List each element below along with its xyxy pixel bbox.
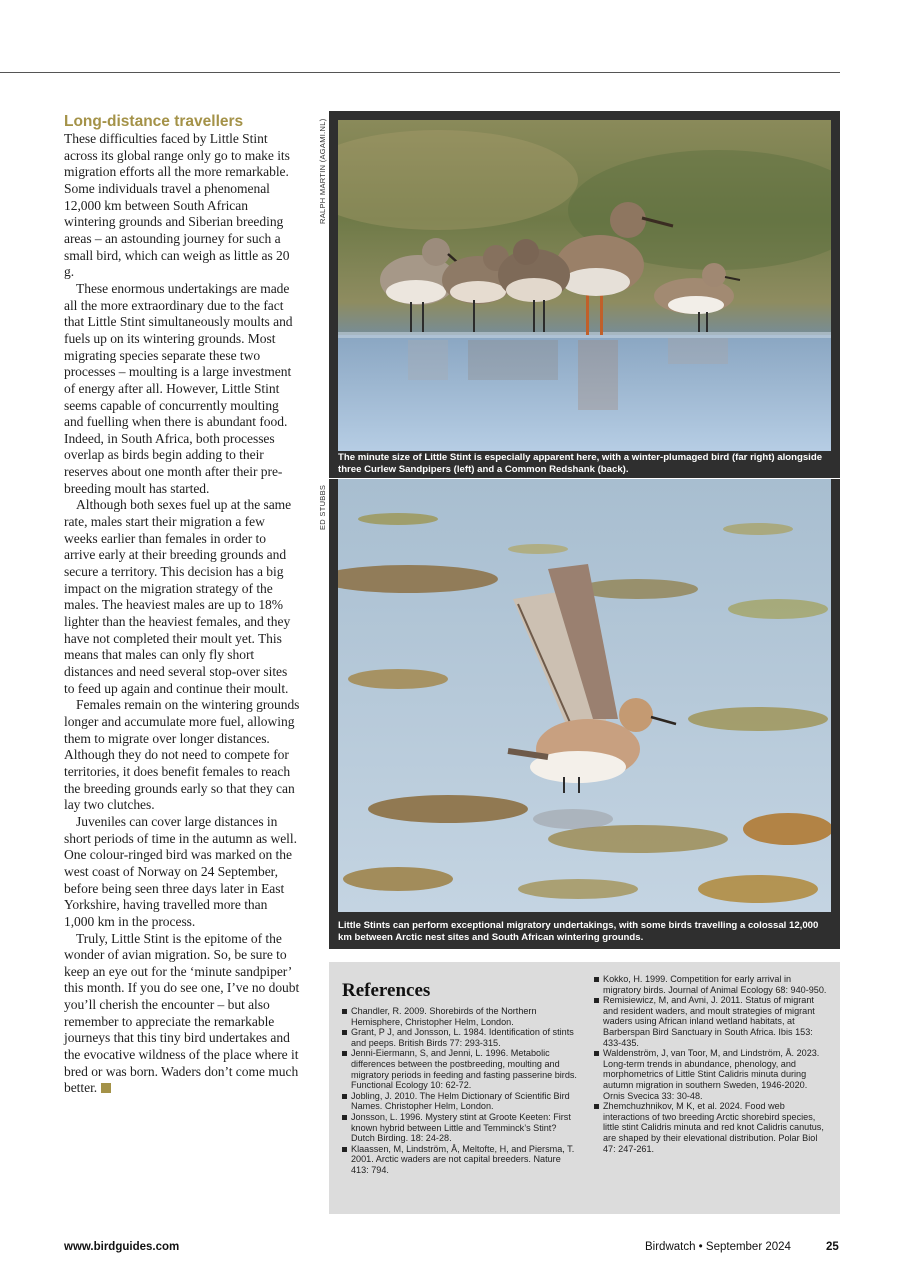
reference-item: Jonsson, L. 1996. Mystery stint at Groote Keeten: First known hybrid between Little and Temminck’s Stint? Dutch Birding. 18: 24-28. <box>342 1112 578 1144</box>
photo-panel-shorebirds <box>329 111 840 478</box>
photo-caption: The minute size of Little Stint is especially apparent here, with a winter-plumaged bird (far right) alongside three Curlew Sandpipers (left) and a Common Redshank (back). <box>338 452 823 475</box>
article-column <box>64 113 300 1097</box>
reference-item: Remisiewicz, M, and Avni, J. 2011. Status of migrant and resident waders, and moult strategies of migrant waders using African inland wetland habitats, at Barberspan Bird Sanctuary in South Africa. Ibis 153: 433-435. <box>594 995 830 1048</box>
photo-caption: Little Stints can perform exceptional migratory undertakings, with some birds travelling a colossal 12,000 km between Arctic nest sites and South African wintering grounds. <box>338 920 819 943</box>
article-paragraph: Juveniles can cover large distances in short periods of time in the autumn as well. One colour-ringed bird was marked on the west coast of Norway on 24 September, before being seen three days later in East Yorkshire, having travelled more than 1,000 km in the process. <box>64 813 297 929</box>
page-number: 25 <box>826 1241 839 1253</box>
section-heading: Long-distance travellers <box>64 113 244 130</box>
references-title: References <box>342 980 431 1001</box>
reference-item: Chandler, R. 2009. Shorebirds of the Northern Hemisphere, Christopher Helm, London. <box>342 1006 578 1027</box>
reference-item: Klaassen, M, Lindström, Å, Meltofte, H, and Piersma, T. 2001. Arctic waders are not capital breeders. Nature 413: 794. <box>342 1144 578 1176</box>
footer-website-link[interactable]: www.birdguides.com <box>64 1241 180 1253</box>
photo-credit: ED STUBBS <box>318 484 327 530</box>
reference-item: Grant, P J, and Jonsson, L. 1984. Identification of stints and peeps. British Birds 77: 293-315. <box>342 1027 578 1048</box>
article-paragraph: These difficulties faced by Little Stint across its global range only go to make its migration efforts all the more remarkable. Some individuals travel a phenomenal 12,000 km between South African wintering grounds and Siberian breeding areas – an astounding journey for such a small bird, which can weigh as little as 20 g. <box>64 131 290 280</box>
article-paragraph: Although both sexes fuel up at the same rate, males start their migration a few weeks earlier than females in order to arrive early at their breeding grounds and secure a territory. This decision has a big impact on the migration strategy of the males. The heaviest males are up to 18% lighter than the heaviest females, and they have not completed their moult yet. This means that males can only fly short distances and need several stop-over sites to feed up again and continue their moult. <box>64 497 292 696</box>
photo-credit: RALPH MARTIN (AGAMI.NL) <box>318 118 327 224</box>
article-paragraph-text: Truly, Little Stint is the epitome of the wonder of avian migration. So, be sure to keep an eye out for the ‘minute sandpiper’ this month. If you do see one, I’ve no doubt you’ll cherish the encounter – but also remember to appreciate the remarkable journeys that this tiny bird undertakes and the evocative wildness of the place where it bred or was born. Waders don’t come much better. <box>64 930 300 1096</box>
footer-magazine-issue: Birdwatch • September 2024 <box>645 1241 791 1253</box>
references-column-2 <box>594 974 830 1154</box>
article-paragraph-last <box>64 931 300 1098</box>
references-box <box>329 962 840 1214</box>
reference-item: Jenni-Eiermann, S, and Jenni, L. 1996. Metabolic differences between the postbreeding, moulting and migratory periods in feeding and fasting passerine birds. Functional Ecology 10: 62-72. <box>342 1048 578 1090</box>
reference-item: Jobling, J. 2010. The Helm Dictionary of Scientific Bird Names. Christopher Helm, London. <box>342 1091 578 1112</box>
references-column-1 <box>342 1006 578 1176</box>
shorebirds-photo <box>338 120 831 451</box>
reference-item: Zhemchuzhnikov, M K, et al. 2024. Food web interactions of two breeding Arctic shorebird species, little stint Calidris minuta and red knot Calidris canutus, are shaped by their elevational distribution. Polar Biol 47: 247-261. <box>594 1101 830 1154</box>
photo-panel-little-stint <box>329 479 840 949</box>
article-paragraph: Females remain on the wintering grounds longer and accumulate more fuel, allowing them to migrate over longer distances. Although they do not need to compete for territories, it does benefit females to reach the breeding grounds early so that they can lay two clutches. <box>64 697 300 813</box>
article-paragraph: These enormous undertakings are made all the more extraordinary due to the fact that Little Stint simultaneously moults and fuels up on its wintering grounds. Most migrating species separate these two processes – moulting is a large investment of energy after all. However, Little Stint seems capable of concurrently moulting and fuelling when there is abundant food. Indeed, in South Africa, both processes overlap as birds begin adding to their reserves about one month after their pre-breeding moult has started. <box>64 280 293 496</box>
end-mark-icon <box>101 1083 111 1093</box>
little-stint-photo <box>338 479 831 912</box>
top-rule <box>0 72 840 73</box>
reference-item: Waldenström, J, van Toor, M, and Lindström, Å. 2023. Long-term trends in abundance, phenology, and morphometrics of Little Stint Calidris minuta during autumn migration in southern Sweden, 1946-2020. Ornis Svecica 33: 30-48. <box>594 1048 830 1101</box>
reference-item: Kokko, H. 1999. Competition for early arrival in migratory birds. Journal of Animal Ecology 68: 940-950. <box>594 974 830 995</box>
